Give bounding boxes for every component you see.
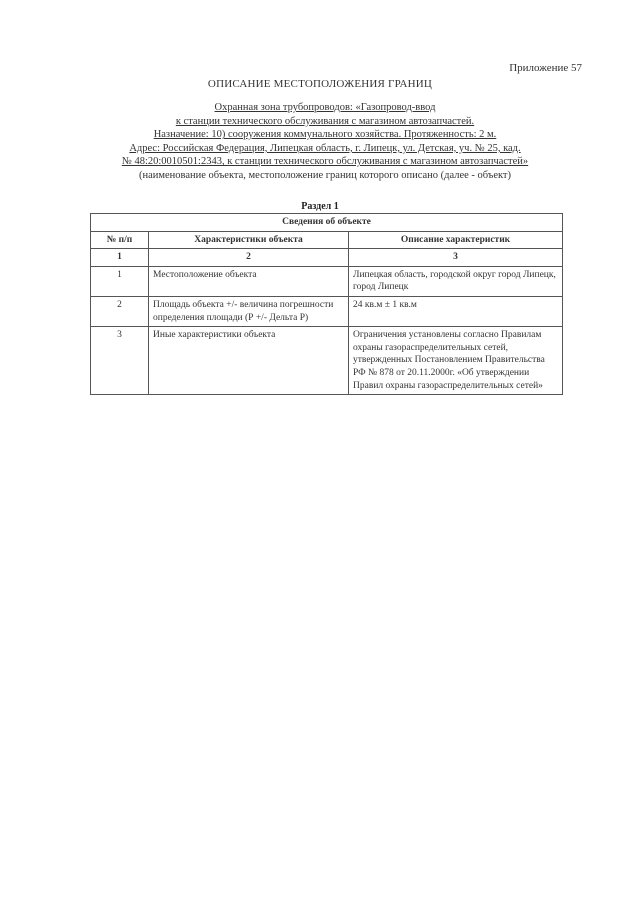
table-header-row [91, 231, 563, 249]
object-description [80, 101, 570, 183]
table-row [91, 327, 563, 395]
object-line-5: № 48:20:0010501:2343, к станции технического обслуживания с магазином автозапчастей» [121, 156, 529, 168]
table-title: Сведения об объекте [91, 214, 563, 232]
column-number-1: 1 [91, 249, 149, 267]
header-characteristic: Характеристики объекта [149, 231, 349, 249]
header-description: Описание характеристик [349, 231, 563, 249]
row-characteristic: Иные характеристики объекта [149, 327, 349, 395]
row-characteristic: Местоположение объекта [149, 266, 349, 296]
document-title: ОПИСАНИЕ МЕСТОПОЛОЖЕНИЯ ГРАНИЦ [207, 78, 433, 90]
row-num: 2 [91, 296, 149, 326]
table-row [91, 296, 563, 326]
row-num: 1 [91, 266, 149, 296]
table-row [91, 266, 563, 296]
row-description: 24 кв.м ± 1 кв.м [349, 296, 563, 326]
row-characteristic: Площадь объекта +/- величина погрешности определения площади (Р +/- Дельта Р) [149, 296, 349, 326]
column-number-row [91, 249, 563, 267]
object-line-3: Назначение: 10) сооружения коммунального хозяйства. Протяженность: 2 м. [153, 129, 497, 141]
table-title-row [91, 214, 563, 232]
section-label: Раздел 1 [301, 201, 339, 212]
row-description: Ограничения установлены согласно Правилам охраны газораспределительных сетей, утвержденных Постановлением Правительства РФ № 878 от 20.11.2000г. «Об утверждении Правил охраны газораспределительных сетей» [349, 327, 563, 395]
column-number-2: 2 [149, 249, 349, 267]
object-line-2: к станции технического обслуживания с магазином автозапчастей. [175, 115, 475, 127]
appendix-number: Приложение 57 [509, 62, 582, 74]
row-num: 3 [91, 327, 149, 395]
column-number-3: 3 [349, 249, 563, 267]
object-line-4: Адрес: Российская Федерация, Липецкая область, г. Липецк, ул. Детская, уч. № 25, кад. [129, 142, 521, 154]
object-caption: (наименование объекта, местоположение границ которого описано (далее - объект) [138, 169, 512, 181]
object-info-table [90, 213, 563, 395]
object-line-1: Охранная зона трубопроводов: «Газопровод-ввод [214, 102, 436, 113]
header-num: № п/п [91, 231, 149, 249]
row-description: Липецкая область, городской округ город Липецк, город Липецк [349, 266, 563, 296]
